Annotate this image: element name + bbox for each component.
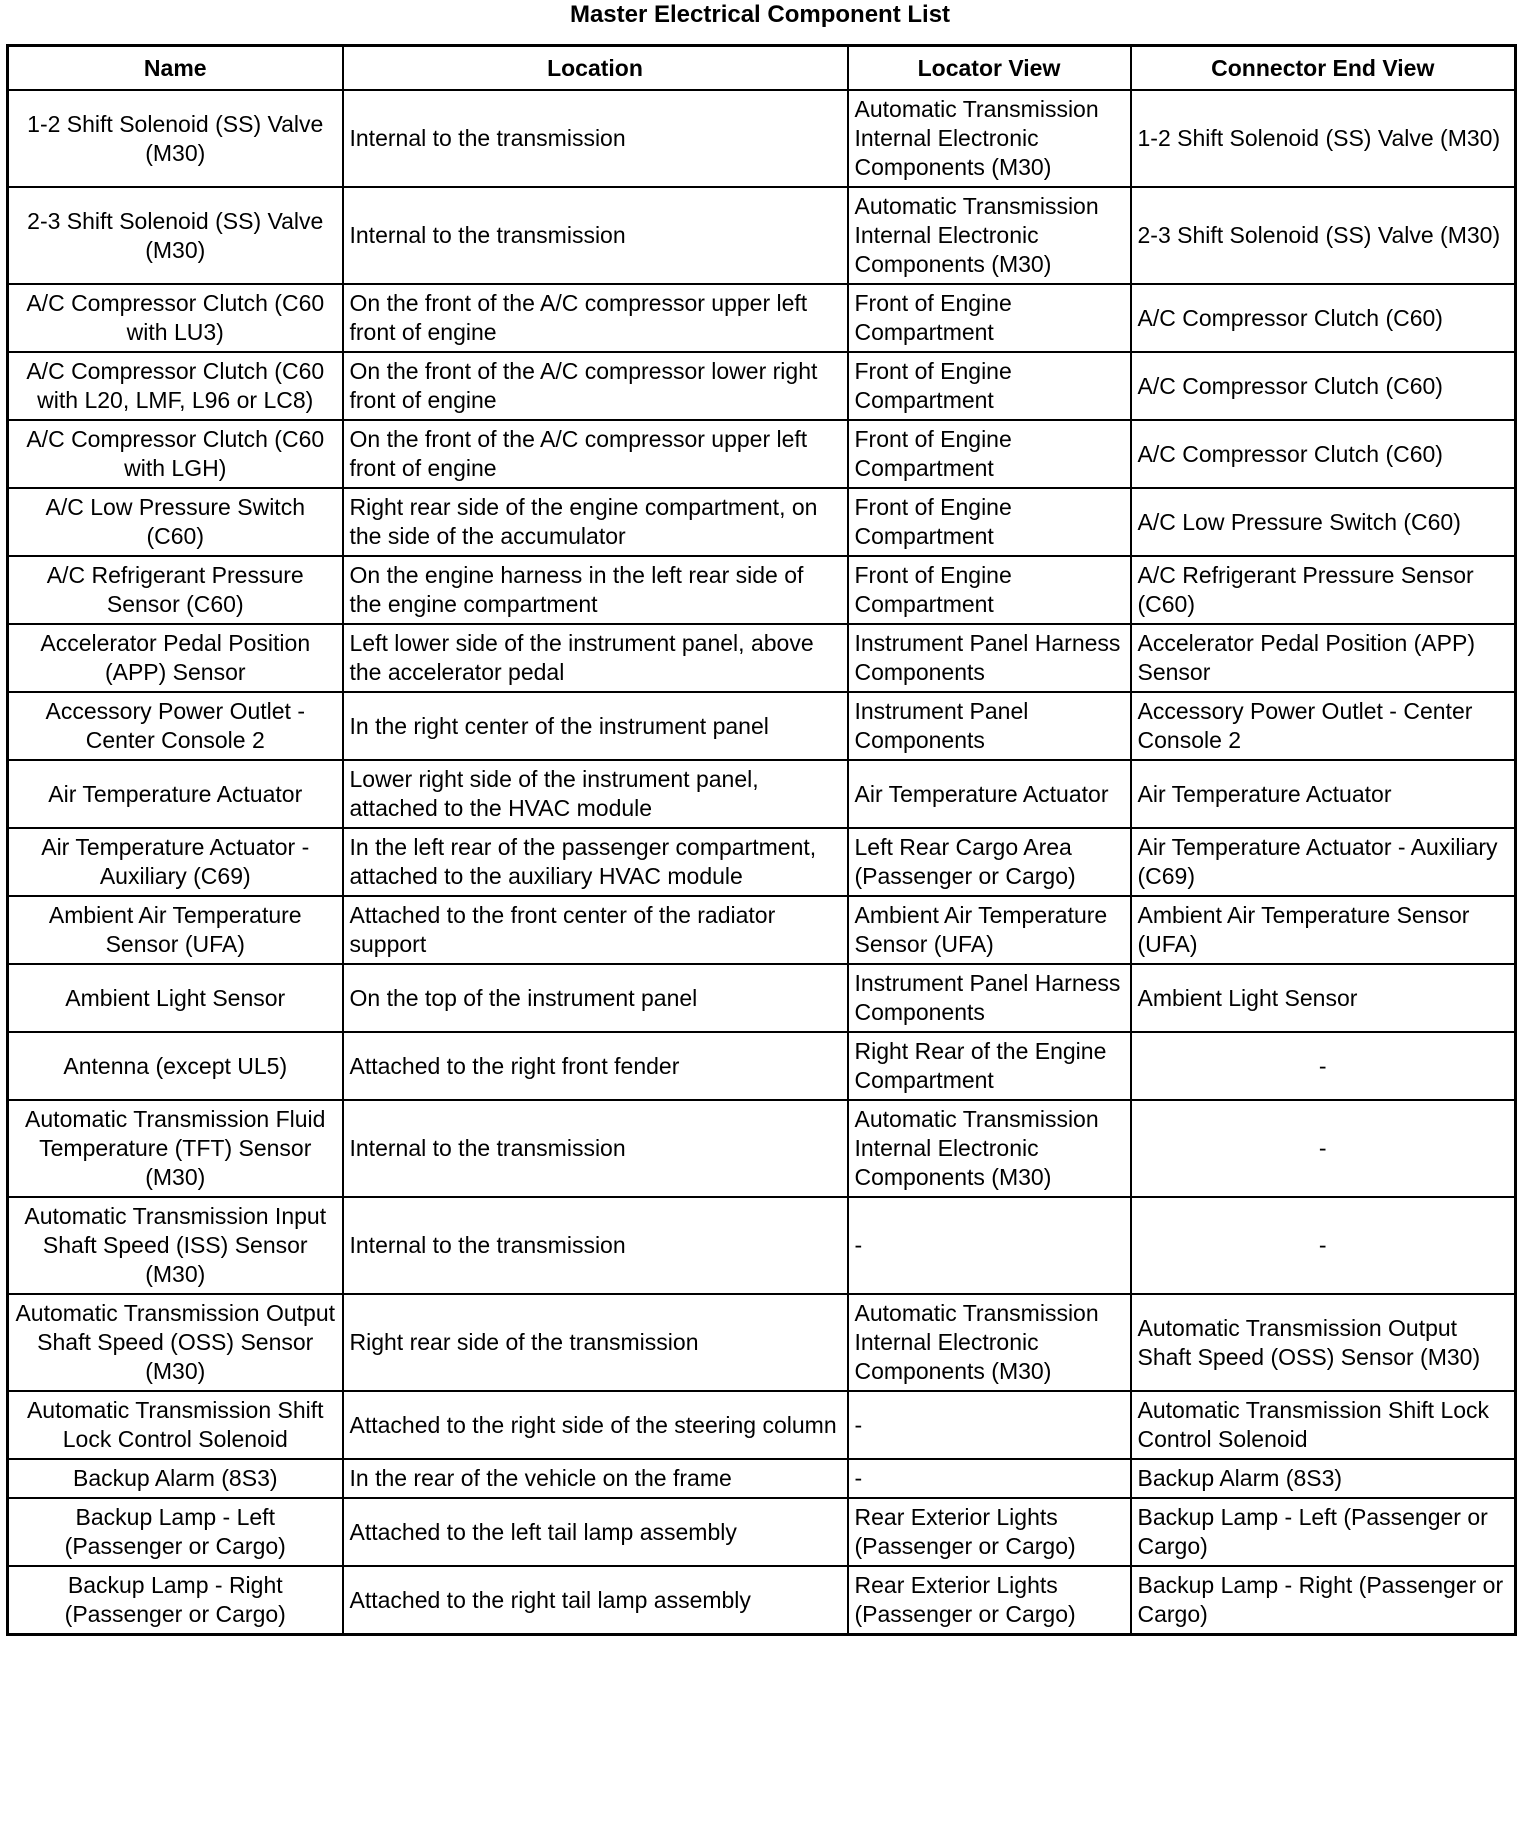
cell-locator-view: Front of Engine Compartment — [848, 352, 1131, 420]
cell-locator-view: Instrument Panel Harness Components — [848, 624, 1131, 692]
cell-connector-end-view: Automatic Transmission Shift Lock Control Solenoid — [1131, 1391, 1516, 1459]
cell-location: Right rear side of the transmission — [343, 1294, 848, 1391]
table-row — [8, 1391, 1516, 1459]
cell-connector-end-view: Air Temperature Actuator - Auxiliary (C69) — [1131, 828, 1516, 896]
table-row — [8, 1197, 1516, 1294]
table-row — [8, 1459, 1516, 1498]
cell-name: A/C Compressor Clutch (C60 with LU3) — [8, 284, 343, 352]
cell-connector-end-view: Accelerator Pedal Position (APP) Sensor — [1131, 624, 1516, 692]
cell-location: On the engine harness in the left rear side of the engine compartment — [343, 556, 848, 624]
cell-name: A/C Compressor Clutch (C60 with L20, LMF, L96 or LC8) — [8, 352, 343, 420]
cell-locator-view: Front of Engine Compartment — [848, 556, 1131, 624]
table-row — [8, 760, 1516, 828]
table-row — [8, 90, 1516, 187]
cell-connector-end-view: - — [1131, 1032, 1516, 1100]
cell-name: Backup Alarm (8S3) — [8, 1459, 343, 1498]
table-row — [8, 1100, 1516, 1197]
header-name: Name — [8, 46, 343, 91]
table-row — [8, 896, 1516, 964]
cell-locator-view: Automatic Transmission Internal Electronic Components (M30) — [848, 187, 1131, 284]
cell-locator-view: Ambient Air Temperature Sensor (UFA) — [848, 896, 1131, 964]
cell-locator-view: - — [848, 1391, 1131, 1459]
cell-locator-view: Left Rear Cargo Area (Passenger or Cargo) — [848, 828, 1131, 896]
cell-name: Backup Lamp - Right (Passenger or Cargo) — [8, 1566, 343, 1635]
cell-name: Ambient Air Temperature Sensor (UFA) — [8, 896, 343, 964]
cell-connector-end-view: 2-3 Shift Solenoid (SS) Valve (M30) — [1131, 187, 1516, 284]
cell-locator-view: Front of Engine Compartment — [848, 420, 1131, 488]
cell-name: Automatic Transmission Output Shaft Speed (OSS) Sensor (M30) — [8, 1294, 343, 1391]
cell-connector-end-view: A/C Compressor Clutch (C60) — [1131, 284, 1516, 352]
cell-location: Internal to the transmission — [343, 1197, 848, 1294]
cell-name: A/C Refrigerant Pressure Sensor (C60) — [8, 556, 343, 624]
component-table — [6, 44, 1517, 1636]
table-row — [8, 1498, 1516, 1566]
cell-location: Lower right side of the instrument panel, attached to the HVAC module — [343, 760, 848, 828]
table-row — [8, 692, 1516, 760]
table-row — [8, 352, 1516, 420]
cell-connector-end-view: Backup Lamp - Right (Passenger or Cargo) — [1131, 1566, 1516, 1635]
cell-location: Attached to the front center of the radiator support — [343, 896, 848, 964]
cell-locator-view: Automatic Transmission Internal Electronic Components (M30) — [848, 90, 1131, 187]
cell-location: Internal to the transmission — [343, 90, 848, 187]
table-row — [8, 420, 1516, 488]
cell-location: Attached to the right side of the steering column — [343, 1391, 848, 1459]
cell-location: Attached to the left tail lamp assembly — [343, 1498, 848, 1566]
table-row — [8, 624, 1516, 692]
table-body — [8, 90, 1516, 1635]
cell-connector-end-view: Backup Lamp - Left (Passenger or Cargo) — [1131, 1498, 1516, 1566]
cell-location: Attached to the right front fender — [343, 1032, 848, 1100]
cell-location: Right rear side of the engine compartment, on the side of the accumulator — [343, 488, 848, 556]
cell-connector-end-view: A/C Low Pressure Switch (C60) — [1131, 488, 1516, 556]
cell-locator-view: Rear Exterior Lights (Passenger or Cargo) — [848, 1566, 1131, 1635]
cell-locator-view: - — [848, 1197, 1131, 1294]
cell-connector-end-view: A/C Compressor Clutch (C60) — [1131, 420, 1516, 488]
table-row — [8, 828, 1516, 896]
cell-name: Air Temperature Actuator - Auxiliary (C69) — [8, 828, 343, 896]
cell-location: Internal to the transmission — [343, 1100, 848, 1197]
cell-name: Automatic Transmission Input Shaft Speed (ISS) Sensor (M30) — [8, 1197, 343, 1294]
cell-connector-end-view: - — [1131, 1100, 1516, 1197]
cell-locator-view: Air Temperature Actuator — [848, 760, 1131, 828]
cell-name: Ambient Light Sensor — [8, 964, 343, 1032]
cell-locator-view: Instrument Panel Components — [848, 692, 1131, 760]
cell-name: Accessory Power Outlet - Center Console 2 — [8, 692, 343, 760]
cell-location: On the front of the A/C compressor upper left front of engine — [343, 284, 848, 352]
header-locator-view: Locator View — [848, 46, 1131, 91]
cell-connector-end-view: Ambient Light Sensor — [1131, 964, 1516, 1032]
cell-connector-end-view: Accessory Power Outlet - Center Console 2 — [1131, 692, 1516, 760]
cell-locator-view: Automatic Transmission Internal Electronic Components (M30) — [848, 1294, 1131, 1391]
cell-location: Left lower side of the instrument panel, above the accelerator pedal — [343, 624, 848, 692]
cell-connector-end-view: Backup Alarm (8S3) — [1131, 1459, 1516, 1498]
cell-connector-end-view: - — [1131, 1197, 1516, 1294]
cell-location: Attached to the right tail lamp assembly — [343, 1566, 848, 1635]
cell-location: In the rear of the vehicle on the frame — [343, 1459, 848, 1498]
cell-location: In the left rear of the passenger compartment, attached to the auxiliary HVAC module — [343, 828, 848, 896]
cell-name: Accelerator Pedal Position (APP) Sensor — [8, 624, 343, 692]
cell-locator-view: Front of Engine Compartment — [848, 488, 1131, 556]
header-connector-end-view: Connector End View — [1131, 46, 1516, 91]
cell-name: Air Temperature Actuator — [8, 760, 343, 828]
cell-name: 2-3 Shift Solenoid (SS) Valve (M30) — [8, 187, 343, 284]
header-row — [8, 46, 1516, 91]
table-row — [8, 1294, 1516, 1391]
cell-locator-view: Automatic Transmission Internal Electronic Components (M30) — [848, 1100, 1131, 1197]
cell-location: On the front of the A/C compressor lower right front of engine — [343, 352, 848, 420]
table-row — [8, 187, 1516, 284]
cell-locator-view: - — [848, 1459, 1131, 1498]
cell-name: A/C Compressor Clutch (C60 with LGH) — [8, 420, 343, 488]
table-row — [8, 556, 1516, 624]
cell-locator-view: Front of Engine Compartment — [848, 284, 1131, 352]
cell-connector-end-view: Automatic Transmission Output Shaft Speed (OSS) Sensor (M30) — [1131, 1294, 1516, 1391]
cell-connector-end-view: A/C Refrigerant Pressure Sensor (C60) — [1131, 556, 1516, 624]
cell-name: Antenna (except UL5) — [8, 1032, 343, 1100]
table-row — [8, 1566, 1516, 1635]
cell-name: A/C Low Pressure Switch (C60) — [8, 488, 343, 556]
cell-name: 1-2 Shift Solenoid (SS) Valve (M30) — [8, 90, 343, 187]
cell-location: In the right center of the instrument panel — [343, 692, 848, 760]
cell-connector-end-view: 1-2 Shift Solenoid (SS) Valve (M30) — [1131, 90, 1516, 187]
cell-connector-end-view: Ambient Air Temperature Sensor (UFA) — [1131, 896, 1516, 964]
table-row — [8, 1032, 1516, 1100]
cell-locator-view: Instrument Panel Harness Components — [848, 964, 1131, 1032]
cell-location: Internal to the transmission — [343, 187, 848, 284]
cell-name: Automatic Transmission Fluid Temperature (TFT) Sensor (M30) — [8, 1100, 343, 1197]
table-row — [8, 284, 1516, 352]
cell-location: On the top of the instrument panel — [343, 964, 848, 1032]
cell-connector-end-view: Air Temperature Actuator — [1131, 760, 1516, 828]
cell-name: Automatic Transmission Shift Lock Control Solenoid — [8, 1391, 343, 1459]
table-row — [8, 488, 1516, 556]
cell-locator-view: Right Rear of the Engine Compartment — [848, 1032, 1131, 1100]
cell-location: On the front of the A/C compressor upper left front of engine — [343, 420, 848, 488]
cell-name: Backup Lamp - Left (Passenger or Cargo) — [8, 1498, 343, 1566]
header-location: Location — [343, 46, 848, 91]
cell-connector-end-view: A/C Compressor Clutch (C60) — [1131, 352, 1516, 420]
page-title: Master Electrical Component List — [569, 1, 951, 28]
cell-locator-view: Rear Exterior Lights (Passenger or Cargo) — [848, 1498, 1131, 1566]
table-row — [8, 964, 1516, 1032]
